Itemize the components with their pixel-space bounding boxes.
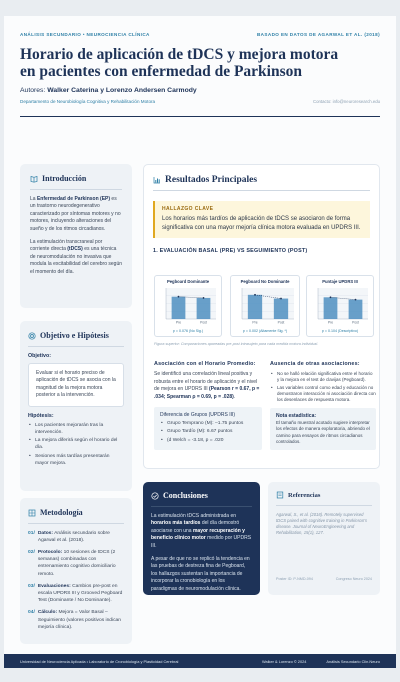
tick-label: Pre <box>252 320 258 325</box>
tick-label: Post <box>277 320 285 325</box>
key-finding-label: HALLAZGO CLAVE <box>162 205 214 212</box>
objective-heading <box>28 331 124 340</box>
group-diff-item: • Grupo Tardío (M): 6.67 puntos <box>160 428 256 435</box>
step-text: Mejora = Valor Basal – Seguimiento (valores positivos indican mejoría clínica). <box>37 610 121 630</box>
absence-item: • Las variables control como edad y educación no demostraron interacción ni asociación directa con los desenlaces de respuesta motora. <box>270 385 376 404</box>
stat-note-box <box>270 408 376 450</box>
conclusions-card <box>143 482 260 595</box>
key-finding-box <box>153 201 370 238</box>
conclusions-paragraph-1 <box>151 513 252 551</box>
poster-meta <box>276 577 372 581</box>
association-pre: Se identificó una correlación lineal positiva y robusta entre el horario de aplicación y el nivel de mejora en UPDRS III <box>154 371 258 393</box>
conclusions-p1-pre: La estimulación tDCS administrada en <box>151 512 237 519</box>
step-label: Evaluaciones: <box>37 583 71 589</box>
conclusions-heading <box>151 491 252 500</box>
authors-names: Walker Caterina y Lorenzo Andersen Carmody <box>47 87 197 94</box>
step-number: 02/ <box>28 550 35 555</box>
association-stat: (Pearson r = 0.67, p = .034; Spearman ρ = 0.69, p = .028) <box>154 386 260 400</box>
conclusions-divider <box>151 506 252 507</box>
poster-title: Horario de aplicación de tDCS y mejora motora en pacientes con enfermedad de Parkinson <box>20 46 339 80</box>
step-label: Datos: <box>37 530 54 536</box>
chart-plot <box>235 285 297 325</box>
method-divider <box>28 523 124 524</box>
step-body <box>38 530 124 544</box>
step-body <box>38 549 124 578</box>
intro-divider <box>30 189 122 190</box>
chart-title: Pegboard No Dominante <box>240 279 290 284</box>
intro-p2-post: es una técnica de neuromodulación no invasiva que modula la excitabilidad del cerebro según el momento del día. <box>30 246 123 275</box>
results-title: Resultados Principales <box>165 175 258 185</box>
references-divider <box>276 505 372 506</box>
tick-label: Pre <box>175 320 182 325</box>
figure-caption: Figura superior: Comparaciones apareadas pre-post intrasujeto para cada medida motora individual. <box>154 342 319 346</box>
department: Departamento de Neurobiología Cognitiva y Rehabilitación Motora <box>20 99 156 104</box>
intro-title: Introducción <box>42 174 87 183</box>
group-diff-list <box>160 420 256 444</box>
intro-p1-pre: La <box>30 195 36 202</box>
bar <box>349 300 363 319</box>
conclusions-title: Conclusiones <box>163 491 208 500</box>
step-text: Cambios pre-post en escala UPDRS III y Grooved Pegboard Test (Dominante / No Dominante). <box>37 583 123 604</box>
tag-left: ANÁLISIS SECUNDARIO • NEUROCIENCIA CLÍNICA <box>20 32 150 37</box>
contact: Contacto: info@neuroresearch.edu <box>313 99 380 104</box>
references-title: Referencias <box>288 491 321 499</box>
step-text: Análisis secundario sobre Agarwal et al. (2018). <box>37 530 110 543</box>
group-diff-item: • Grupo Temprano (M): –1.75 puntos <box>160 420 256 427</box>
list-icon <box>276 491 284 499</box>
section-title-pre-post: 1. EVALUACIÓN BASAL (PRE) VS SEGUIMIENTO (POST) <box>153 247 308 254</box>
method-step <box>28 549 124 578</box>
chart-updrs <box>306 275 374 337</box>
absence-list <box>270 371 376 404</box>
point <box>178 296 180 298</box>
objective-divider <box>28 346 124 347</box>
header <box>20 16 380 122</box>
references-heading <box>276 491 372 499</box>
objective-title: Objetivo e Hipótesis <box>40 331 109 340</box>
method-card <box>20 498 132 644</box>
association-text <box>154 371 262 401</box>
point <box>254 294 256 296</box>
intro-paragraph-1 <box>30 196 122 234</box>
stat-note-text: El tamaño muestral acotado sugiere interpretar los efectos de manera exploratoria, abriendo el camino para ensayos de ritmos circadianos controlados. <box>276 420 370 444</box>
chart-pegboard-nondominant <box>230 275 300 337</box>
conclusions-p1-post: medido por UPDRS III. <box>151 535 252 549</box>
objective-card <box>20 321 132 491</box>
key-finding-text: Los horarios más tardíos de aplicación de tDCS se asociaron de forma significativa con una mayor mejoría clínica motora evaluada en UPDRS III. <box>162 215 361 231</box>
absence-title: Ausencia de otras asociaciones: <box>270 361 360 367</box>
association-block <box>154 361 262 450</box>
intro-card <box>20 164 132 308</box>
stat-note-title: Nota estadística: <box>276 412 317 419</box>
group-diff-title: Diferencia de Grupos (UPDRS III) <box>160 412 236 419</box>
method-heading <box>28 508 124 517</box>
point <box>280 298 282 300</box>
hypothesis-label: Hipótesis: <box>28 412 54 419</box>
bar <box>248 295 262 319</box>
footer-left: Universidad de Neurociencia Aplicada • Laboratorio de Cronobiología y Plasticidad Cerebral <box>20 659 179 664</box>
method-step <box>28 609 124 631</box>
absence-item: • No se halló relación significativa entre el horario y la mejora en el test de clavijas (Pegboard). <box>270 371 376 383</box>
footer-copyright: Walker & Lorenzo © 2024 <box>262 659 307 664</box>
hypothesis-item: • Los pacientes mejorarán tras la intervención. <box>28 422 124 436</box>
grid-icon <box>28 509 36 517</box>
target-icon <box>28 332 36 340</box>
chart-annotation: p = 0.104 (Descriptivo) <box>321 329 359 333</box>
step-label: Protocolo: <box>37 550 63 555</box>
association-end: . <box>233 393 236 400</box>
point <box>330 296 332 298</box>
conclusions-p1-mid: del día demostró asociarse con una <box>151 520 240 534</box>
congress-name: Congreso Neuro 2024 <box>335 577 372 581</box>
method-step <box>28 530 124 544</box>
intro-p1-post: es un trastorno neurodegenerativo caracterizado por síntomas motores y no motores, incluyendo alteraciones del sueño y de los ritmos circadianos. <box>30 195 121 232</box>
tick-label: Post <box>352 320 359 325</box>
step-text: 10 sesiones de tDCS (2 semanas) combinadas con entrenamiento cognitivo domiciliario remoto. <box>37 550 116 577</box>
intro-p2-bold: (tDCS) <box>67 246 83 253</box>
step-body <box>38 583 124 605</box>
chart-icon <box>153 176 161 184</box>
association-title: Asociación con el Horario Promedio: <box>154 361 256 367</box>
point <box>355 299 357 301</box>
chart-plot <box>159 285 219 325</box>
reference-entry: Agarwal, S., et al. (2018). Remotely supervised tDCS paired with cognitive training in Parkinson's disease. Journal of NeuroEngineering and Rehabilitation, 15(1), 127. <box>276 511 368 535</box>
book-icon <box>30 175 38 183</box>
bar <box>172 297 186 319</box>
conclusions-p1-bold2: mayor recuperación y beneficio clínico motor <box>151 527 245 542</box>
tick-label: Post <box>200 320 207 325</box>
chart-pegboard-dominant <box>154 275 222 337</box>
footer-right: Análisis Secundario Clin.Neuro <box>326 659 380 664</box>
step-number: 01/ <box>28 530 35 536</box>
group-diff-box <box>154 407 262 450</box>
check-circle-icon <box>151 492 159 500</box>
point <box>203 297 205 299</box>
method-title: Metodología <box>40 508 83 517</box>
group-diff-item: • (d Welch = -3.18, p = .020 <box>160 437 256 444</box>
poster <box>4 16 396 668</box>
method-step <box>28 583 124 605</box>
objective-label: Objetivo: <box>28 352 51 359</box>
hypothesis-item: • Sesiones más tardías presentarán mayor mejora. <box>28 453 124 467</box>
step-number: 03/ <box>28 583 35 589</box>
chart-title: Pegboard Dominante <box>166 279 210 284</box>
tick-label: Pre <box>327 320 334 325</box>
intro-paragraph-2 <box>30 239 122 277</box>
step-body <box>38 609 124 631</box>
hypothesis-item: • La mejora diferirá según el horario del día. <box>28 437 124 451</box>
intro-heading <box>30 174 122 183</box>
intro-p2-pre: La estimulación transcraneal por corriente directa <box>30 238 103 253</box>
absence-block <box>270 361 376 450</box>
chart-annotation: p = 0.002 (Altamente Sig. *) <box>242 329 288 333</box>
authors-line <box>20 87 197 94</box>
results-divider <box>153 190 370 191</box>
poster-id: Poster ID: P-NMD-094 <box>276 577 313 581</box>
results-heading <box>153 175 370 185</box>
objective-text: Evaluar si el horario preciso de aplicación de tDCS se asocia con la magnitud de la mejora motora posterior a la intervención. <box>36 369 116 399</box>
bar <box>197 298 211 319</box>
bar <box>324 297 338 319</box>
chart-title: Puntaje UPDRS III <box>322 279 358 284</box>
authors-label: Autores: <box>20 87 46 94</box>
hypothesis-list <box>28 422 124 467</box>
step-number: 04/ <box>28 610 35 616</box>
bar <box>274 299 288 319</box>
tag-right: BASADO EN DATOS DE AGARWAL ET AL. (2018) <box>256 32 380 37</box>
references-card <box>268 482 380 595</box>
chart-annotation: p = 0.076 (No Sig.) <box>172 329 204 333</box>
intro-p1-bold: Enfermedad de Parkinson (EP) <box>36 195 111 202</box>
tag-row <box>20 32 380 37</box>
step-label: Cálculo: <box>37 610 58 616</box>
conclusions-p1-bold1: horarios más tardíos <box>151 520 201 527</box>
chart-plot <box>311 285 371 325</box>
footer <box>4 654 396 668</box>
conclusions-paragraph-2: A pesar de que no se replicó la tendencia en las pruebas de destreza fina de Pegboard, los hallazgos sustentan la importancia de incorporar la cronobiología en los paradigmas de neuromodulación clínica. <box>151 555 250 592</box>
objective-box <box>28 363 124 407</box>
header-divider <box>20 116 380 117</box>
